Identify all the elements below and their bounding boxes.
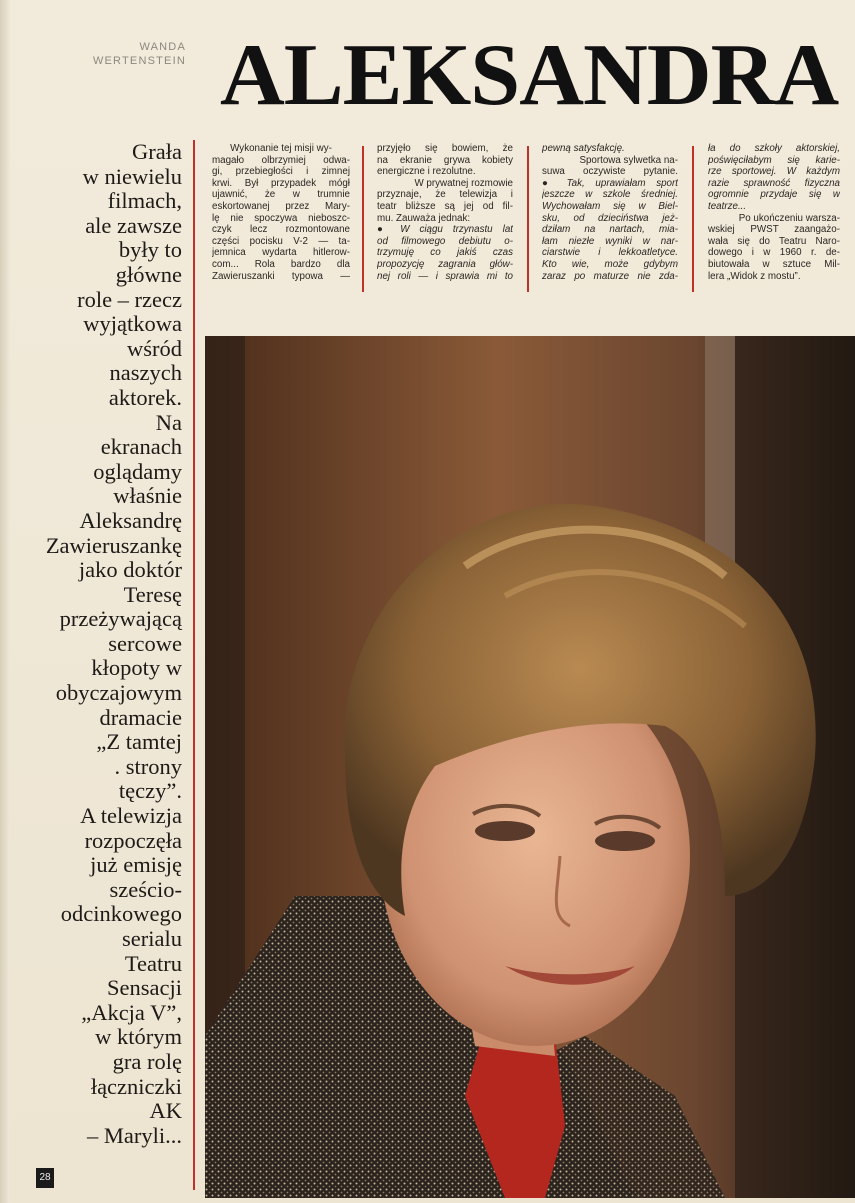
column-rule-1 <box>362 146 364 292</box>
column-line: lę nie spoczywa nieboszc- <box>212 212 350 224</box>
column-line: wała się do Teatru Naro- <box>708 235 840 247</box>
lead-line: główne <box>115 261 182 287</box>
column-line: ła do szkoły aktorskiej, <box>708 143 840 154</box>
column-line: energiczne i rezolutne. <box>377 166 476 178</box>
column-line: pewną satysfakcję. <box>542 143 625 154</box>
lead-line: aktorek. <box>108 384 182 410</box>
lead-line: kłopoty w <box>91 655 182 681</box>
column-line: dowego i w 1960 r. de- <box>708 247 840 259</box>
column-line: jeszcze w szkole średniej. <box>542 189 678 201</box>
lead-line: naszych <box>109 360 182 386</box>
lead-line: łączniczki <box>90 1073 182 1099</box>
lead-line: role – rzecz <box>77 286 182 312</box>
column-line: ujawnić, że w trumnie <box>212 189 350 201</box>
lead-line: odcinkowego <box>60 901 182 927</box>
column-line: zaraz po maturze nie zda- <box>542 270 678 282</box>
lead-line: jako doktór <box>78 557 182 583</box>
column-line: łam niezłe wyniki w nar- <box>542 235 678 247</box>
byline-last-name: WERTENSTEIN <box>92 55 186 67</box>
byline-first-name: WANDA <box>139 41 186 53</box>
column-line: W prywatnej rozmowie <box>414 177 513 189</box>
lead-line: właśnie <box>113 483 182 509</box>
lead-line: rozpoczęła <box>84 827 182 853</box>
page-number: 28 <box>36 1168 54 1188</box>
lead-line: ale zawsze <box>85 212 182 238</box>
lead-line: AK <box>149 1098 182 1124</box>
column-line: jemnica wydarta hitlerow- <box>212 247 350 259</box>
column-line: Sportowa sylwetka na- <box>579 154 678 166</box>
text-column-4 <box>708 143 840 282</box>
lead-line: A telewizja <box>80 803 182 829</box>
column-line: przyznaje, że telewizja i <box>377 189 513 201</box>
lead-line: Sensacji <box>107 975 182 1001</box>
lead-line: obyczajowym <box>55 680 182 706</box>
lead-line: ekranach <box>100 434 182 460</box>
portrait-photo <box>205 336 855 1198</box>
lead-line: w niewielu <box>82 163 182 189</box>
lead-line: sercowe <box>108 630 182 656</box>
headline: ALEKSANDRA <box>220 28 839 124</box>
lead-line: serialu <box>122 926 182 951</box>
column-line: biutowała w sztuce Mil- <box>708 258 840 270</box>
column-line: na ekranie grywa kobiety <box>377 154 513 166</box>
column-line: rze sportowej. W każdym <box>708 166 840 178</box>
column-line: czyk lecz rozmontowane <box>212 224 350 236</box>
column-line: wskiej PWST zaangażo- <box>708 224 840 236</box>
column-line: od filmowego debiutu o- <box>377 235 513 247</box>
column-line: ciarstwie i lekkoatletyce. <box>542 247 678 259</box>
column-line: teatrze... <box>708 200 747 212</box>
lead-line: Grała <box>132 139 182 164</box>
column-line: Kto wie, może gdybym <box>542 258 678 270</box>
lead-line: dramacie <box>99 704 182 730</box>
column-line: krwi. Był przypadek mógł <box>212 177 350 189</box>
column-line: mu. Zauważa jednak: <box>377 212 471 224</box>
lead-line: wśród <box>127 335 182 361</box>
lead-line: Teatru <box>124 950 182 976</box>
column-line: trzymuję co jakiś czas <box>377 247 513 259</box>
lead-line: „Z tamtej <box>96 729 182 755</box>
column-line: ● Tak, uprawiałam sport <box>542 177 678 189</box>
lead-line: oglądamy <box>93 458 182 484</box>
column-line: Wykonanie tej misji wy- <box>230 143 332 154</box>
byline <box>60 40 186 68</box>
column-line: ● W ciągu trzynastu lat <box>377 224 513 236</box>
column-rule-3 <box>692 146 694 292</box>
lead-paragraph <box>8 140 182 1148</box>
column-line: przyjęło się bowiem, że <box>377 143 513 154</box>
lead-line: filmach, <box>107 188 182 214</box>
text-column-3 <box>542 143 678 282</box>
column-line: ogromnie przydaje się w <box>708 189 840 201</box>
lead-line: już emisję <box>90 852 182 878</box>
text-column-2 <box>377 143 513 282</box>
lead-line: przeżywającą <box>59 606 182 632</box>
lead-line: . strony <box>114 753 182 779</box>
lead-line: Aleksandrę <box>79 507 182 533</box>
lead-line: Teresę <box>123 581 182 607</box>
red-column-rule <box>193 140 195 1190</box>
column-line: lera „Widok z mostu”. <box>708 270 801 282</box>
text-column-1 <box>212 143 350 282</box>
lead-line: – Maryli... <box>87 1122 182 1148</box>
column-line: suwa oczywiste pytanie. <box>542 166 678 178</box>
column-line: eskortowanej przez Mary- <box>212 200 350 212</box>
lead-line: gra rolę <box>112 1048 182 1074</box>
column-line: com... Rola bardzo dla <box>212 258 350 270</box>
column-line: sku, od dzieciństwa jeż- <box>542 212 678 224</box>
column-line: dziłam na nartach, mia- <box>542 224 678 236</box>
lead-line: w którym <box>95 1024 182 1050</box>
lead-line: Na <box>155 409 182 435</box>
lead-line: sześcio- <box>109 876 182 902</box>
lead-line: tęczy”. <box>118 778 182 804</box>
column-line: razie sprawność fizyczna <box>708 177 840 189</box>
lead-line: wyjątkowa <box>83 311 182 337</box>
column-line: Wychowałam się w Biel- <box>542 200 678 212</box>
lead-line: były to <box>118 237 182 263</box>
column-line: nej roli — i sprawia mi to <box>377 270 513 282</box>
column-rule-2 <box>527 146 529 292</box>
column-line: propozycję zagrania głów- <box>377 258 513 270</box>
column-line: magało olbrzymiej odwa- <box>212 154 350 166</box>
lead-line: „Akcja V”, <box>81 999 182 1025</box>
column-line: części pocisku V-2 — ta- <box>212 235 350 247</box>
column-line: Po ukończeniu warsza- <box>738 212 840 224</box>
column-line: Zawieruszanki typowa — <box>212 270 350 282</box>
column-line: teatr bliższe są jej od fil- <box>377 200 513 212</box>
column-line: poświęciłabym się karie- <box>708 154 840 166</box>
column-line: gi, przebiegłości i zimnej <box>212 166 350 178</box>
lead-line: Zawieruszankę <box>45 532 182 558</box>
